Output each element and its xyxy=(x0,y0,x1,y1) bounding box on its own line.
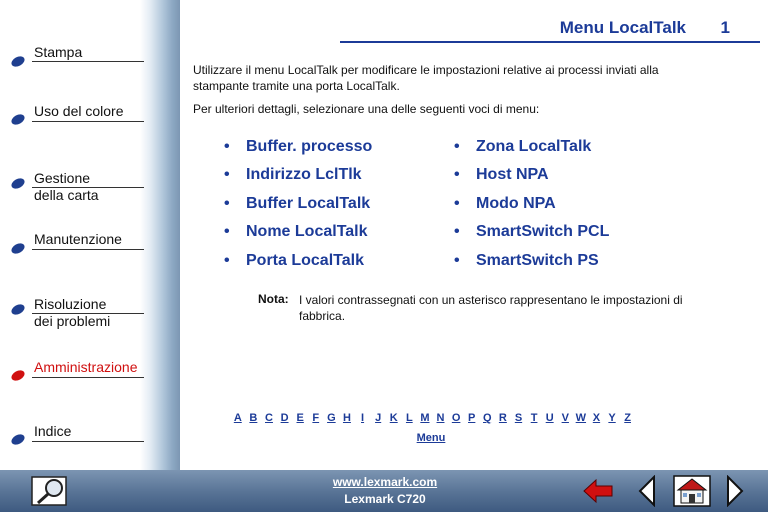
sidebar-item-manutenzione[interactable] xyxy=(0,231,150,253)
index-letter-z[interactable]: Z xyxy=(624,412,631,424)
sidebar-item-gestione-della-carta[interactable] xyxy=(0,170,150,206)
search-icon[interactable] xyxy=(30,474,70,508)
link-zona-localtalk[interactable]: Zona LocalTalk xyxy=(476,138,592,155)
next-page-icon[interactable] xyxy=(724,475,746,507)
bullet-dot-icon xyxy=(10,176,27,191)
index-letter-s[interactable]: S xyxy=(514,412,523,424)
index-letter-l[interactable]: L xyxy=(405,412,413,424)
bullet-icon: • xyxy=(454,166,460,183)
alphabet-index xyxy=(230,412,635,424)
divider xyxy=(32,441,144,442)
link-smartswitch-pcl[interactable]: SmartSwitch PCL xyxy=(476,223,610,240)
menu-link[interactable]: Menu xyxy=(416,432,446,444)
index-letter-n[interactable]: N xyxy=(436,412,445,424)
index-letter-c[interactable]: C xyxy=(265,412,273,424)
bullet-dot-icon xyxy=(10,368,27,383)
sidebar-item-label: Stampa xyxy=(34,44,83,60)
link-host-npa[interactable]: Host NPA xyxy=(476,166,549,183)
back-arrow-icon[interactable] xyxy=(582,477,614,505)
intro-line-2: stampante tramite una porta LocalTalk. xyxy=(193,79,400,93)
index-letter-t[interactable]: T xyxy=(530,412,538,424)
index-letter-h[interactable]: H xyxy=(342,412,351,424)
bullet-icon: • xyxy=(454,138,460,155)
page-number: 1 xyxy=(720,18,730,37)
bullet-dot-icon xyxy=(10,112,27,127)
link-modo-npa[interactable]: Modo NPA xyxy=(476,195,556,212)
link-smartswitch-ps[interactable]: SmartSwitch PS xyxy=(476,252,599,269)
index-letter-a[interactable]: A xyxy=(233,412,242,424)
sidebar-item-amministrazione[interactable] xyxy=(0,359,150,381)
bullet-icon: • xyxy=(224,138,230,155)
home-icon[interactable] xyxy=(672,474,712,508)
index-letter-r[interactable]: R xyxy=(498,412,507,424)
index-letter-f[interactable]: F xyxy=(312,412,320,424)
index-letter-y[interactable]: Y xyxy=(608,412,616,424)
product-model: Lexmark C720 xyxy=(344,492,426,506)
index-letter-e[interactable]: E xyxy=(296,412,304,424)
link-indirizzo-lcltlk[interactable]: Indirizzo LclTlk xyxy=(246,166,362,183)
link-buffer-processo[interactable]: Buffer. processo xyxy=(246,138,373,155)
bullet-icon: • xyxy=(454,223,460,240)
index-letter-w[interactable]: W xyxy=(575,412,587,424)
bullet-icon: • xyxy=(224,223,230,240)
index-letter-x[interactable]: X xyxy=(592,412,601,424)
divider xyxy=(32,249,144,250)
instruction-text: Per ulteriori dettagli, selezionare una delle seguenti voci di menu: xyxy=(193,102,540,116)
sidebar-item-stampa[interactable] xyxy=(0,44,150,66)
intro-paragraph xyxy=(193,62,659,94)
divider xyxy=(32,61,144,62)
index-letter-b[interactable]: B xyxy=(249,412,258,424)
bullet-icon: • xyxy=(224,195,230,212)
index-letter-k[interactable]: K xyxy=(389,412,398,424)
bullet-icon: • xyxy=(224,166,230,183)
website-link[interactable]: www.lexmark.com xyxy=(332,475,438,489)
index-letter-g[interactable]: G xyxy=(327,412,336,424)
sidebar-item-label-line-2: della carta xyxy=(34,187,99,203)
bullet-icon: • xyxy=(454,252,460,269)
index-letter-d[interactable]: D xyxy=(280,412,289,424)
header-divider xyxy=(340,41,760,43)
index-letter-q[interactable]: Q xyxy=(483,412,492,424)
divider xyxy=(32,121,144,122)
sidebar-item-label-line-2: dei problemi xyxy=(34,313,111,329)
sidebar-item-label: Gestione xyxy=(34,170,91,186)
index-letter-i[interactable]: I xyxy=(361,412,365,424)
note-label: Nota: xyxy=(258,292,289,306)
bullet-icon: • xyxy=(224,252,230,269)
bullet-dot-icon xyxy=(10,432,27,447)
sidebar-item-risoluzione-dei-problemi[interactable] xyxy=(0,296,150,332)
link-buffer-localtalk[interactable]: Buffer LocalTalk xyxy=(246,195,371,212)
sidebar-item-uso-del-colore[interactable] xyxy=(0,103,150,125)
index-letter-p[interactable]: P xyxy=(468,412,476,424)
intro-line-1: Utilizzare il menu LocalTalk per modificare le impostazioni relative ai processi inviati alla xyxy=(193,63,659,77)
index-letter-j[interactable]: J xyxy=(375,412,382,424)
index-letter-u[interactable]: U xyxy=(545,412,554,424)
note-line-1: I valori contrassegnati con un asterisco rappresentano le impostazioni di xyxy=(299,293,683,307)
sidebar-item-indice[interactable] xyxy=(0,423,150,445)
divider xyxy=(32,377,144,378)
sidebar-item-label: Uso del colore xyxy=(34,103,124,119)
page-title: Menu LocalTalk xyxy=(559,18,686,37)
sidebar-item-label: Manutenzione xyxy=(34,231,122,247)
link-porta-localtalk[interactable]: Porta LocalTalk xyxy=(246,252,364,269)
sidebar-item-label: Indice xyxy=(34,423,72,439)
index-letter-v[interactable]: V xyxy=(561,412,569,424)
bullet-icon: • xyxy=(454,195,460,212)
sidebar-item-label: Risoluzione xyxy=(34,296,107,312)
index-letter-m[interactable]: M xyxy=(420,412,430,424)
bullet-dot-icon xyxy=(10,302,27,317)
sidebar-item-label: Amministrazione xyxy=(34,359,138,375)
link-nome-localtalk[interactable]: Nome LocalTalk xyxy=(246,223,368,240)
previous-page-icon[interactable] xyxy=(636,475,658,507)
index-letter-o[interactable]: O xyxy=(451,412,461,424)
note-text xyxy=(299,292,729,324)
note-line-2: fabbrica. xyxy=(299,309,346,323)
